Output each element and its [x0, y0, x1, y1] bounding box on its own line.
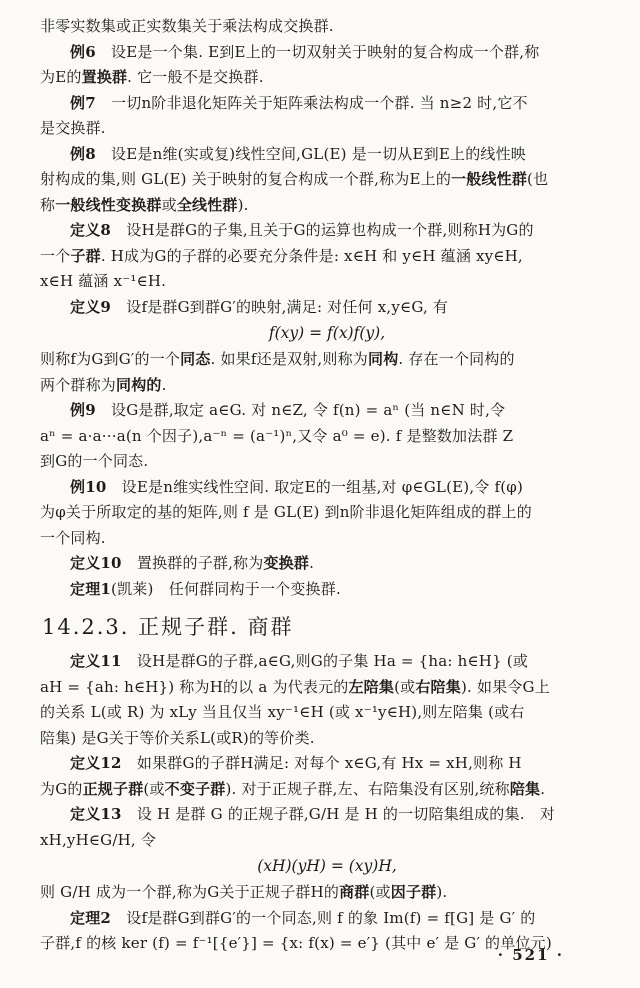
bold-term: 右陪集 — [415, 677, 461, 696]
text-run: aH = {ah: h∈H}) 称为H的以 a 为代表元的 — [40, 677, 349, 696]
text-run: ). — [436, 883, 448, 901]
text-run: x∈H 蕴涵 x⁻¹∈H. — [40, 272, 167, 290]
bold-term: 例9 — [70, 401, 96, 419]
bold-term: 例8 — [70, 144, 96, 163]
bold-term: 定义8 — [70, 221, 112, 239]
page-number: · 521 · — [497, 946, 564, 964]
bold-term: 同构 — [368, 350, 399, 368]
bold-term: 商群 — [339, 883, 370, 901]
text-run: 称 — [40, 195, 56, 214]
text-line — [40, 880, 614, 906]
text-run: f(xy) = f(x)f(y), — [268, 324, 386, 342]
text-run: 两个群称为 — [40, 375, 117, 394]
bold-term: 左陪集 — [348, 677, 395, 696]
text-line — [40, 167, 614, 193]
text-line — [40, 424, 614, 450]
bold-term: 定义13 — [70, 805, 122, 823]
text-run: . 存在一个同构的 — [398, 350, 515, 368]
text-run: . — [309, 554, 315, 572]
bold-term: 子群 — [70, 246, 101, 265]
text-line — [40, 449, 614, 475]
text-run: 则称f为G到G′的一个 — [40, 350, 181, 368]
text-run: 是交换群. — [40, 119, 106, 137]
text-run: 的关系 L(或 R) 为 xLy 当且仅当 xy⁻¹∈H (或 x⁻¹y∈H),则左陪集 (或右 — [40, 703, 525, 721]
text-run: 一个 — [40, 246, 71, 265]
text-run: . — [161, 375, 167, 394]
bold-term: 定义9 — [70, 297, 112, 316]
bold-term: 定理2 — [70, 908, 112, 927]
text-line — [40, 218, 614, 244]
text-line — [40, 295, 614, 321]
text-run: 设 H 是群 G 的正规子群,G/H 是 H 的一切陪集组成的集. 对 — [121, 805, 556, 823]
text-run: . 它一般不是交换群. — [127, 68, 264, 86]
page-content — [40, 14, 614, 957]
bold-term: 例7 — [70, 93, 96, 112]
text-line — [40, 116, 614, 142]
bold-term: 正规子群 — [82, 779, 144, 798]
text-line — [40, 65, 614, 91]
text-run: (或 — [394, 677, 416, 696]
bold-term: 定理1 — [70, 579, 112, 598]
text-line — [40, 751, 614, 777]
text-run: 则 G/H 成为一个群,称为G关于正规子群H的 — [40, 883, 340, 901]
text-line — [40, 700, 614, 726]
bold-term: 定义12 — [70, 754, 122, 772]
section-heading — [40, 602, 614, 649]
bold-term: 例10 — [70, 477, 107, 496]
text-run: ). 如果令G上 — [460, 677, 550, 696]
text-line — [40, 244, 614, 270]
bold-term: 定义10 — [70, 554, 122, 572]
text-run: 设H是群G的子群,a∈G,则G的子集 Ha = {ha: h∈H} (或 — [121, 652, 529, 670]
text-run: 设f是群G到群G′的一个同态,则 f 的象 Im(f) = f[G] 是 G′ 的 — [111, 908, 536, 927]
bold-term: 全线性群 — [176, 195, 238, 214]
text-line — [40, 142, 614, 168]
display-formula — [40, 853, 614, 880]
text-run: 到G的一个同态. — [40, 452, 149, 470]
text-run: 一个同构. — [40, 528, 106, 547]
bold-term: 同构的 — [116, 375, 162, 394]
text-line — [40, 675, 614, 701]
text-run: 子群,f 的核 ker (f) = f⁻¹[{e′}] = {x: f(x) = e′} (其中 e′ 是 G′ 的单位元) — [40, 934, 552, 952]
bold-term: 同态 — [180, 350, 211, 368]
text-line — [40, 551, 614, 577]
text-line — [40, 475, 614, 501]
text-run: 非零实数集或正实数集关于乘法构成交换群. — [40, 17, 334, 35]
text-run: 或 — [161, 195, 177, 214]
text-run: (xH)(yH) = (xy)H, — [257, 857, 397, 875]
text-run: 14.2.3. 正规子群. 商群 — [42, 615, 294, 639]
text-line — [40, 347, 614, 373]
display-formula — [40, 320, 614, 347]
text-line — [40, 777, 614, 803]
text-run: 设E是n维实线性空间. 取定E的一组基,对 φ∈GL(E),令 f(φ) — [106, 477, 524, 496]
text-line — [40, 649, 614, 675]
text-run: 设E是一个集. E到E上的一切双射关于映射的复合构成一个群,称 — [95, 42, 540, 61]
text-line — [40, 269, 614, 295]
text-line — [40, 500, 614, 526]
text-run: 置换群的子群,称为 — [121, 554, 264, 572]
text-run: 设E是n维(实或复)线性空间,GL(E) 是一切从E到E上的线性映 — [95, 144, 526, 163]
text-line — [40, 828, 614, 854]
bold-term: 定义11 — [70, 652, 122, 670]
text-run: . — [540, 779, 546, 798]
text-run: 设f是群G到群G′的映射,满足: 对任何 x,y∈G, 有 — [111, 297, 449, 316]
text-run: 设H是群G的子集,且关于G的运算也构成一个群,则称H为G的 — [111, 221, 534, 239]
text-run: (或 — [369, 883, 391, 901]
text-run: 一切n阶非退化矩阵关于矩阵乘法构成一个群. 当 n≥2 时,它不 — [95, 93, 528, 112]
text-run: aⁿ = a·a···a(n 个因子),a⁻ⁿ = (a⁻¹)ⁿ,又令 a⁰ = e). f 是整数加法群 Z — [40, 426, 514, 445]
bold-term: 变换群 — [263, 554, 310, 572]
text-run: 为φ关于所取定的基的矩阵,则 f 是 GL(E) 到n阶非退化矩阵组成的群上的 — [40, 503, 532, 521]
text-run: 陪集) 是G关于等价关系L(或R)的等价类. — [40, 728, 315, 747]
text-line — [40, 577, 614, 603]
text-line — [40, 398, 614, 424]
text-run: xH,yH∈G/H, 令 — [40, 830, 157, 849]
bold-term: 不变子群 — [164, 779, 226, 798]
bold-term: 一般线性群 — [451, 170, 528, 188]
bold-term: 例6 — [70, 42, 96, 61]
text-line — [40, 373, 614, 399]
text-run: 如果群G的子群H满足: 对每个 x∈G,有 Hx = xH,则称 H — [121, 754, 522, 772]
bold-term: 因子群 — [390, 883, 437, 901]
text-run: (也 — [527, 170, 549, 188]
text-run: 为G的 — [40, 779, 83, 798]
text-line — [40, 40, 614, 66]
text-run: ). 对于正规子群,左、右陪集没有区别,统称 — [225, 779, 510, 798]
text-run: ). — [237, 195, 249, 214]
bold-term: 陪集 — [509, 779, 541, 798]
text-line — [40, 526, 614, 552]
text-line — [40, 193, 614, 219]
text-run: (凯莱) 任何群同构于一个变换群. — [111, 579, 341, 598]
text-run: . 如果f还是双射,则称为 — [210, 350, 368, 368]
text-run: . H成为G的子群的必要充分条件是: x∈H 和 y∈H 蕴涵 xy∈H, — [100, 246, 523, 265]
text-line — [40, 14, 614, 40]
text-run: (或 — [143, 779, 165, 798]
text-line — [40, 802, 614, 828]
text-line — [40, 91, 614, 117]
text-line — [40, 906, 614, 932]
text-line — [40, 726, 614, 752]
bold-term: 置换群 — [81, 68, 128, 86]
text-run: 射构成的集,则 GL(E) 关于映射的复合构成一个群,称为E上的 — [40, 170, 452, 188]
bold-term: 一般线性变换群 — [55, 195, 162, 214]
text-run: 为E的 — [40, 68, 82, 86]
text-run: 设G是群,取定 a∈G. 对 n∈Z, 令 f(n) = aⁿ (当 n∈N 时,令 — [95, 401, 506, 419]
